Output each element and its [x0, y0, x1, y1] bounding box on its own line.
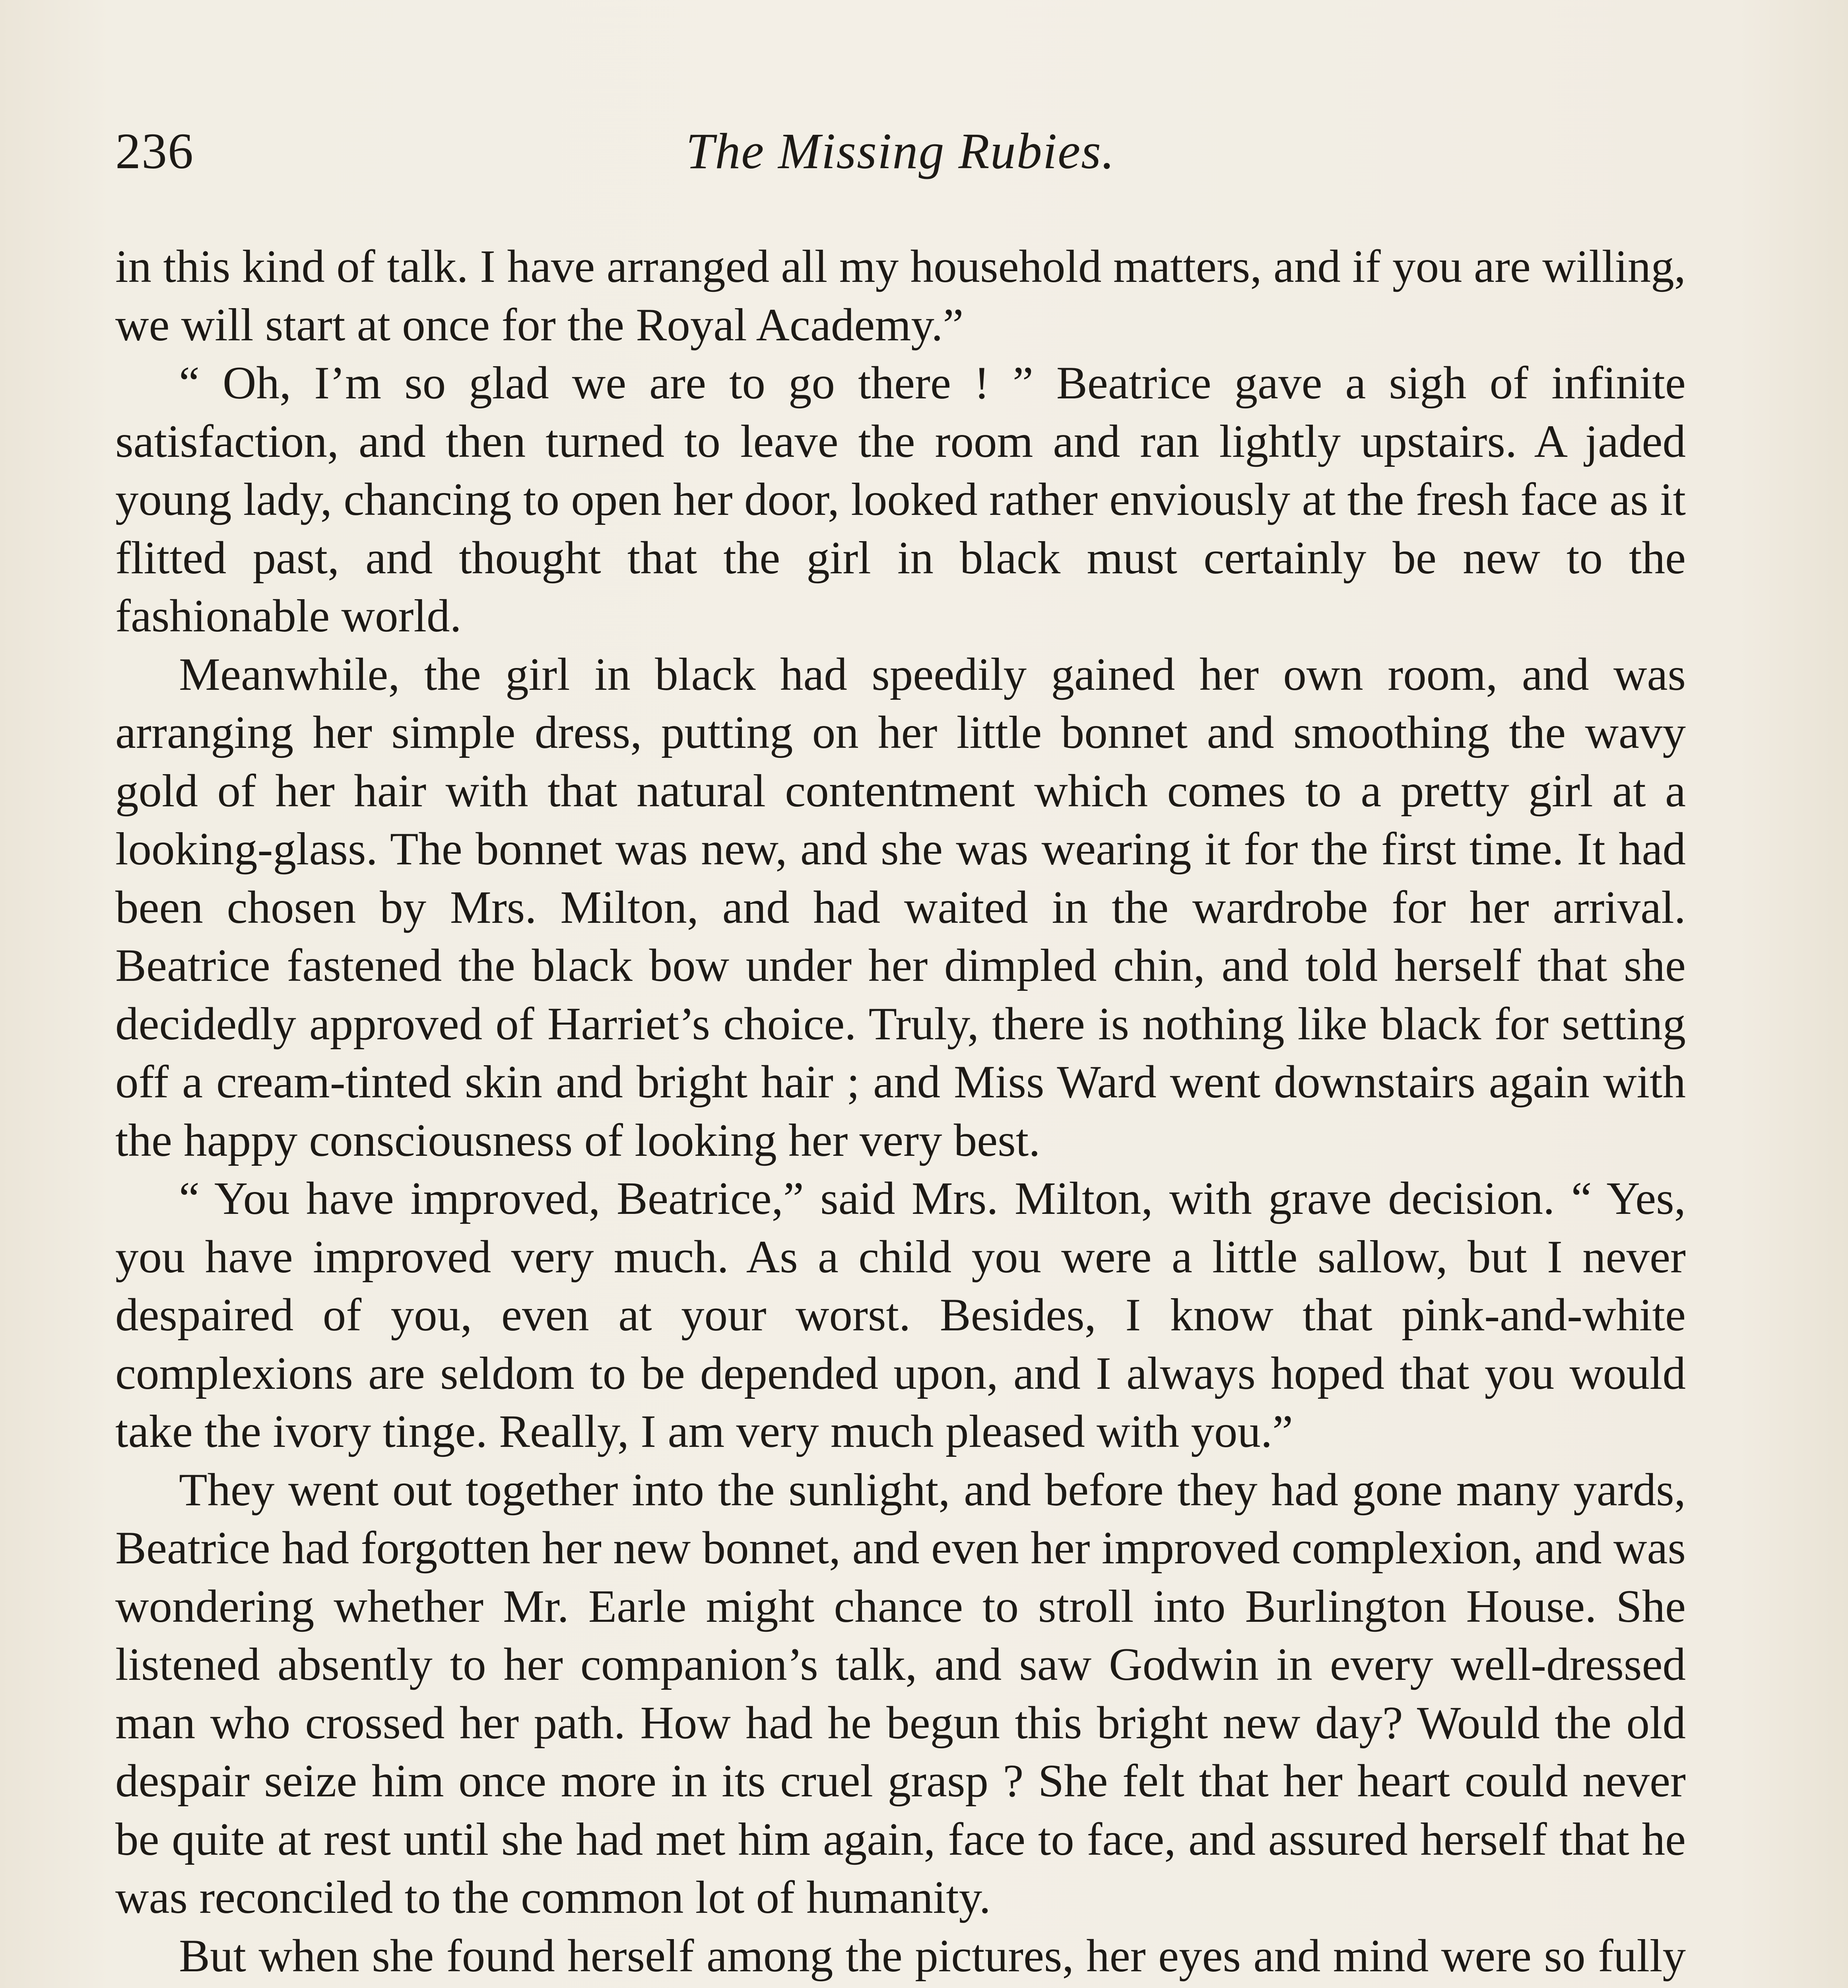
page-number: 236 — [115, 123, 194, 179]
body-text — [115, 238, 1686, 1988]
page-header — [115, 119, 1686, 183]
paragraph: Meanwhile, the girl in black had speedily gained her own room, and was arranging her simple dress, putting on her little bonnet and smoothing the wavy gold of her hair with that natural contentment which comes to a pretty girl at a looking-glass. The bonnet was new, and she was wearing it for the first time. It had been chosen by Mrs. Milton, and had waited in the wardrobe for her arrival. Beatrice fastened the black bow under her dimpled chin, and told herself that she decidedly approved of Harriet’s choice. Truly, there is nothing like black for setting off a cream-tinted skin and bright hair ; and Miss Ward went downstairs again with the happy consciousness of looking her very best. — [115, 648, 1686, 1166]
paragraph: But when she found herself among the pictures, her eyes and mind were so fully — [179, 1930, 1686, 1982]
paragraph: They went out together into the sunlight, and before they had gone many yards, Beatrice had forgotten her new bonnet, and even her improved complexion, and was wondering whether Mr. Earle might chance to stroll into Burlington House. She listened absently to her companion’s talk, and saw Godwin in every well-dressed man who crossed her path. How had he begun this bright new day? Would the old despair seize him once more in its cruel grasp ? She felt that her heart could never be quite at rest until she had met him again, face to face, and assured herself that he was reconciled to the common lot of humanity. — [115, 1464, 1686, 1923]
paragraph: in this kind of talk. I have arranged all my household matters, and if you are willing, we will start at once for the Royal Academy.” — [115, 241, 1686, 351]
paragraph: “ Oh, I’m so glad we are to go there ! ” Beatrice gave a sigh of infinite satisfaction, and then turned to leave the room and ran lightly upstairs. A jaded young lady, chancing to open her door, looked rather enviously at the fresh face as it flitted past, and thought that the girl in black must certainly be new to the fashionable world. — [115, 357, 1686, 642]
paragraph: “ You have improved, Beatrice,” said Mrs. Milton, with grave decision. “ Yes, you have improved very much. As a child you were a little sallow, but I never despaired of you, even at your worst. Besides, I know that pink-and-white complexions are seldom to be depended upon, and I always hoped that you would take the ivory tinge. Really, I am very much pleased with you.” — [115, 1173, 1686, 1457]
running-title: The Missing Rubies. — [686, 123, 1115, 179]
